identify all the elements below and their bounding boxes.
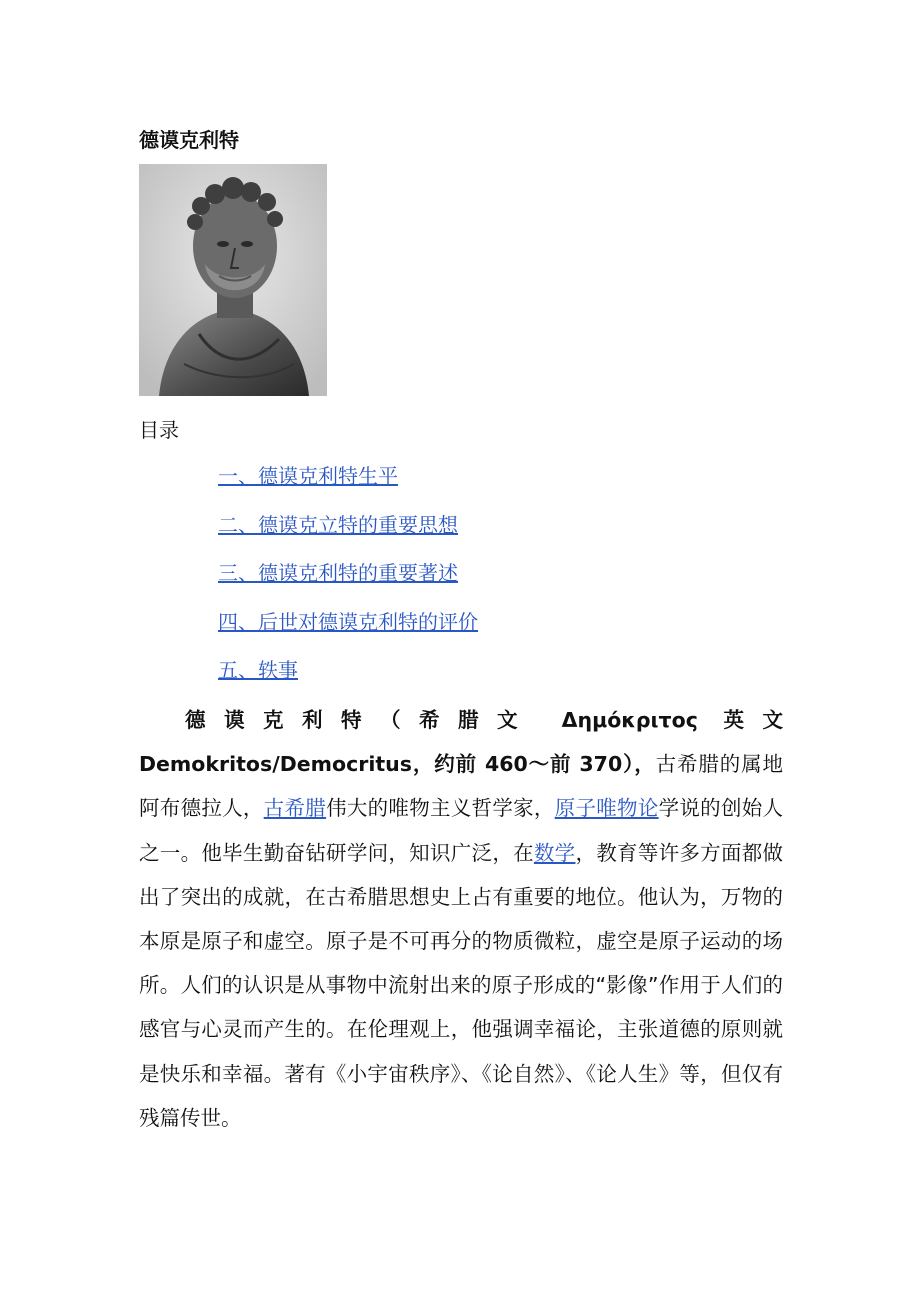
portrait-image	[139, 164, 327, 396]
link-mathematics[interactable]: 数学	[533, 840, 576, 865]
intro-text-1: 古希腊的属地阿布德拉人，	[139, 752, 783, 821]
intro-lead: 德谟克利特（希腊文 Δημόκριτος 英文 Demokritos/Democritus，约前 460～前 370），	[139, 708, 783, 777]
toc-link-3[interactable]: 三、德谟克利特的重要著述	[218, 561, 458, 585]
link-ancient-greece[interactable]: 古希腊	[263, 796, 327, 821]
toc-link-5[interactable]: 五、轶事	[218, 658, 298, 682]
toc-link-2[interactable]: 二、德谟克立特的重要思想	[218, 512, 458, 537]
toc-item	[218, 462, 478, 511]
table-of-contents	[218, 462, 478, 705]
toc-heading: 目录	[139, 418, 179, 442]
page-title: 德谟克利特	[139, 128, 239, 152]
intro-paragraph	[139, 698, 783, 1140]
toc-link-4[interactable]: 四、后世对德谟克利特的评价	[218, 609, 478, 634]
toc-link-1[interactable]: 一、德谟克利特生平	[218, 464, 398, 488]
intro-text-4: ，教育等许多方面都做出了突出的成就，在古希腊思想史上占有重要的地位。他认为，万物的本原是原子和虚空。原子是不可再分的物质微粒，虚空是原子运动的场所。人们的认识是从事物中流射出来的原子形成的“影像”作用于人们的感官与心灵而产生的。在伦理观上，他强调幸福论，主张道德的原则就是快乐和幸福。著有《小宇宙秩序》、《论自然》、《论人生》等，但仅有残篇传世。	[139, 840, 784, 1130]
toc-item	[218, 511, 478, 560]
intro-text-3: 学说的创始人之一。他毕生勤奋钻研学问，知识广泛，在	[139, 796, 784, 865]
toc-item	[218, 608, 478, 657]
link-atomism[interactable]: 原子唯物论	[554, 796, 659, 821]
toc-item	[218, 559, 478, 608]
intro-text-2: 伟大的唯物主义哲学家，	[326, 796, 555, 821]
